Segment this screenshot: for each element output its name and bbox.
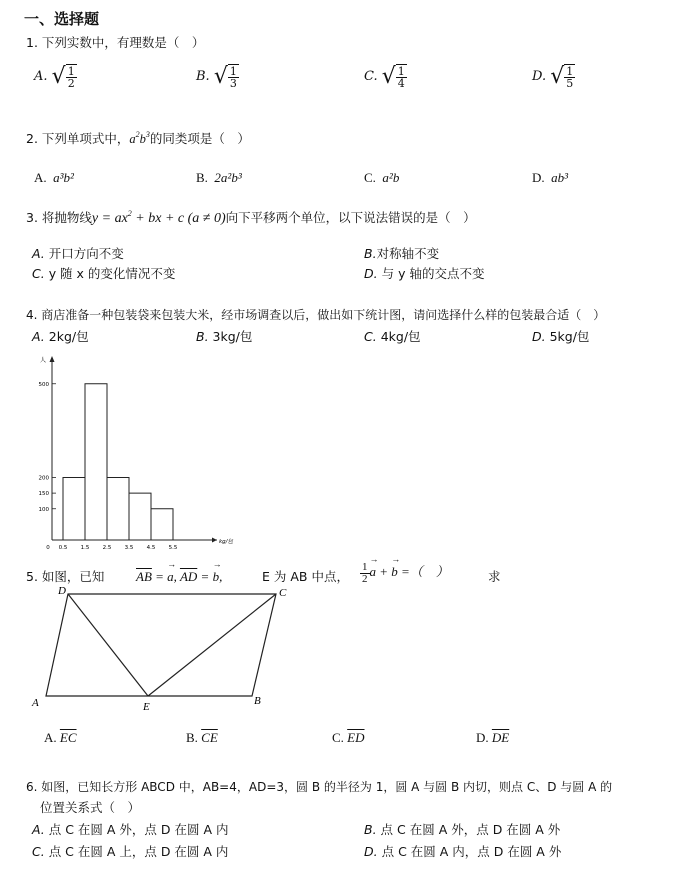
histogram-bar xyxy=(151,509,173,540)
q2-option-a[interactable]: A. a³b² xyxy=(34,170,74,185)
x-tick-label: 1.5 xyxy=(80,545,90,551)
q5-option-a[interactable]: A. $\overline{EC}$ xyxy=(44,730,77,745)
q5-option-b[interactable]: B. $\overline{CE}$ xyxy=(186,730,218,745)
x-tick-label: 3.5 xyxy=(124,545,134,551)
q4-option-d[interactable]: D. 5kg/包 xyxy=(532,329,590,344)
y-axis-label: 人 xyxy=(40,357,47,364)
histogram-bar xyxy=(107,478,129,541)
point-label-a: A xyxy=(32,697,39,709)
x-tick-label: 2.5 xyxy=(102,545,112,551)
q4-option-a[interactable]: A. 2kg/包 xyxy=(32,329,89,344)
q5-expression: $\frac{1}{2}$ → a + → b =（ ） xyxy=(360,561,449,585)
q5-ask: 求 xyxy=(488,569,501,584)
q5-option-c[interactable]: C. $\overline{ED}$ xyxy=(332,730,365,745)
point-label-e: E xyxy=(143,701,150,713)
q2-option-b[interactable]: B. 2a²b³ xyxy=(196,170,242,185)
histogram-bar xyxy=(63,478,85,541)
x-axis-label: kg/包 xyxy=(219,539,234,545)
point-label-b: B xyxy=(254,695,261,707)
sqrt-symbol: √ $\frac{1}{5}$ xyxy=(550,64,574,90)
q3-option-d[interactable]: D. 与 y 轴的交点不变 xyxy=(364,266,485,281)
q4-option-b[interactable]: B. 3kg/包 xyxy=(196,329,253,344)
sqrt-symbol: √ $\frac{1}{2}$ xyxy=(51,64,75,90)
segment-ec xyxy=(148,594,276,696)
y-axis-arrow xyxy=(50,356,55,362)
x-axis-arrow xyxy=(212,538,217,543)
q1-option-b[interactable]: B. √ $\frac{1}{3}$ xyxy=(196,64,237,90)
origin-label: 0 xyxy=(46,545,50,551)
q1-prompt: 1. 下列实数中，有理数是（ ） xyxy=(26,35,205,50)
x-tick-label: 4.5 xyxy=(146,545,156,551)
x-tick-label: 0.5 xyxy=(58,545,68,551)
q6-option-d[interactable]: D. 点 C 在圆 A 内，点 D 在圆 A 外 xyxy=(364,844,562,859)
q5-parallelogram-figure xyxy=(26,584,306,714)
q2-monomial: $a^2b^3$ xyxy=(129,130,150,146)
sqrt-symbol: √ $\frac{1}{3}$ xyxy=(213,64,237,90)
q6-option-b[interactable]: B. 点 C 在圆 A 外，点 D 在圆 A 外 xyxy=(364,822,561,837)
x-tick-label: 5.5 xyxy=(168,545,178,551)
y-tick-label: 200 xyxy=(38,475,49,482)
q4-histogram xyxy=(28,354,234,554)
q2-option-d[interactable]: D. ab³ xyxy=(532,170,569,185)
q5-option-d[interactable]: D. $\overline{DE}$ xyxy=(476,730,510,745)
sqrt-symbol: √ $\frac{1}{4}$ xyxy=(381,64,405,90)
q3-option-b[interactable]: B.对称轴不变 xyxy=(364,246,440,261)
q6-option-c[interactable]: C. 点 C 在圆 A 上，点 D 在圆 A 内 xyxy=(32,844,229,859)
q3-option-c[interactable]: C. y 随 x 的变化情况不变 xyxy=(32,266,176,281)
q5-prompt: 5. 如图，已知 xyxy=(26,569,105,584)
point-label-d: D xyxy=(58,585,66,597)
q3-option-a[interactable]: A. 开口方向不变 xyxy=(32,246,124,261)
q5-midpoint: E 为 AB 中点， xyxy=(262,569,349,584)
y-tick-label: 150 xyxy=(38,491,49,498)
y-tick-label: 500 xyxy=(38,381,49,388)
section-title: 一、选择题 xyxy=(24,10,100,28)
histogram-bar xyxy=(129,493,151,540)
q6-prompt-line2: 位置关系式（ ） xyxy=(40,800,141,815)
segment-de xyxy=(68,594,148,696)
q3-prompt: 3. 将抛物线$y = ax^2$ + bx + c (a ≠ 0)向下平移两个单位，以下说法错误的是（ ） xyxy=(26,209,476,226)
histogram-bar xyxy=(85,384,107,540)
point-label-c: C xyxy=(279,587,287,599)
q1-option-c[interactable]: C. √ $\frac{1}{4}$ xyxy=(364,64,405,90)
q2-prompt: 2. 下列单项式中，$a^2b^3$的同类项是（ ） xyxy=(26,130,250,146)
q1-option-a[interactable]: A. √ $\frac{1}{2}$ xyxy=(34,64,75,90)
q1-option-d[interactable]: D. √ $\frac{1}{5}$ xyxy=(532,64,574,90)
q4-option-c[interactable]: C. 4kg/包 xyxy=(364,329,421,344)
y-tick-label: 100 xyxy=(38,506,49,513)
q5-vector-given: $\overline{AB}$ = → a, $\overline{AD}$ = → b, xyxy=(136,569,222,585)
q2-option-c[interactable]: C. a²b xyxy=(364,170,400,185)
q6-prompt-line1: 6. 如图，已知长方形 ABCD 中，AB=4，AD=3，圆 B 的半径为 1，圆 A 与圆 B 内切，则点 C、D 与圆 A 的 xyxy=(26,780,613,794)
q6-option-a[interactable]: A. 点 C 在圆 A 外，点 D 在圆 A 内 xyxy=(32,822,229,837)
q4-prompt: 4. 商店准备一种包装袋来包装大米，经市场调查以后，做出如下统计图，请问选择什么样的包装最合适（ ） xyxy=(26,308,606,322)
q3-equation: $y = ax^2$ + bx + c (a ≠ 0) xyxy=(91,209,226,226)
